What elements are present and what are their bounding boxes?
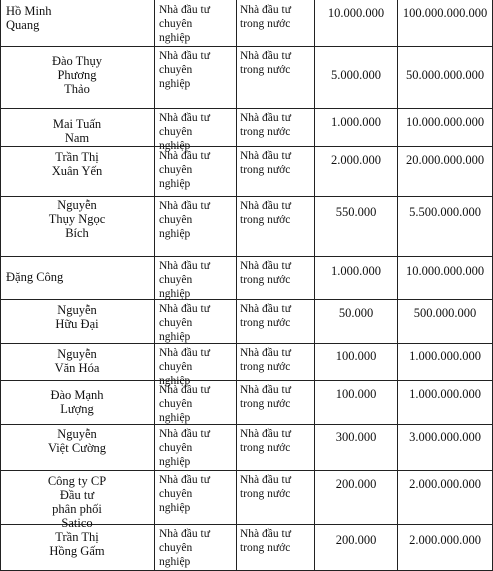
row-divider: [0, 343, 493, 344]
subscription-amount: 50.000.000.000: [405, 68, 485, 82]
share-count: 1.000.000: [331, 115, 381, 129]
investor-type: Nhà đầu tư chuyên nghiệp: [159, 303, 210, 343]
investor-type: Nhà đầu tư chuyên nghiệp: [159, 528, 210, 568]
share-count: 10.000.000: [327, 6, 385, 20]
row-divider: [0, 196, 493, 197]
investor-origin: Nhà đầu tư trong nước: [240, 384, 291, 410]
investor-type: Nhà đầu tư chuyên nghiệp: [159, 150, 210, 190]
subscription-amount: 5.500.000.000: [409, 205, 481, 219]
share-count: 200.000: [335, 477, 377, 491]
investor-name: Trần Thị Xuân Yến: [51, 150, 103, 178]
share-count: 1.000.000: [331, 264, 381, 278]
subscription-amount: 20.000.000.000: [405, 153, 485, 167]
subscription-amount: 10.000.000.000: [405, 115, 485, 129]
investor-type: Nhà đầu tư chuyên nghiệp: [159, 428, 210, 468]
subscription-amount: 3.000.000.000: [409, 430, 481, 444]
investor-origin: Nhà đầu tư trong nước: [240, 150, 291, 176]
investor-name: Nguyễn Việt Cường: [47, 427, 107, 455]
investor-name: Đào Thụy Phương Thảo: [51, 54, 103, 96]
column-divider: [0, 0, 1, 571]
investor-origin: Nhà đầu tư trong nước: [240, 4, 291, 30]
share-count: 300.000: [335, 430, 377, 444]
row-divider: [0, 108, 493, 109]
share-count: 100.000: [335, 349, 377, 363]
investor-name: Đặng Công: [6, 270, 64, 284]
subscription-amount: 10.000.000.000: [405, 264, 485, 278]
investor-type: Nhà đầu tư chuyên nghiệp: [159, 4, 210, 44]
row-divider: [0, 470, 493, 471]
investor-type: Nhà đầu tư chuyên nghiệp: [159, 50, 210, 90]
row-divider: [0, 380, 493, 381]
investor-origin: Nhà đầu tư trong nước: [240, 112, 291, 138]
investor-type: Nhà đầu tư chuyên nghiệp: [159, 384, 210, 424]
investor-name: Hồ Minh Quang: [6, 4, 52, 32]
subscription-amount: 1.000.000.000: [409, 349, 481, 363]
investor-name: Trần Thị Hồng Gấm: [49, 530, 105, 558]
subscription-amount: 500.000.000: [413, 306, 477, 320]
subscription-amount: 1.000.000.000: [409, 387, 481, 401]
share-count: 50.000: [338, 306, 374, 320]
investor-origin: Nhà đầu tư trong nước: [240, 528, 291, 554]
investor-type: Nhà đầu tư chuyên nghiệp: [159, 112, 210, 152]
investor-name: Đào Mạnh Lượng: [50, 388, 104, 416]
investor-type: Nhà đầu tư chuyên nghiệp: [159, 474, 210, 514]
investor-origin: Nhà đầu tư trong nước: [240, 303, 291, 329]
share-count: 550.000: [335, 205, 377, 219]
share-count: 200.000: [335, 533, 377, 547]
investor-type: Nhà đầu tư chuyên nghiệp: [159, 260, 210, 300]
investor-name: Nguyễn Hữu Đại: [55, 303, 99, 331]
share-count: 100.000: [335, 387, 377, 401]
investor-origin: Nhà đầu tư trong nước: [240, 200, 291, 226]
row-divider: [0, 424, 493, 425]
investor-name: Nguyễn Thụy Ngọc Bích: [48, 198, 106, 240]
row-divider: [0, 46, 493, 47]
column-divider: [314, 0, 315, 571]
row-divider: [0, 256, 493, 257]
subscription-amount: 2.000.000.000: [409, 477, 481, 491]
investor-type: Nhà đầu tư chuyên nghiệp: [159, 347, 210, 387]
share-count: 5.000.000: [331, 68, 381, 82]
subscription-amount: 2.000.000.000: [409, 533, 481, 547]
investor-name: Mai Tuấn Nam: [52, 117, 102, 145]
row-divider: [0, 299, 493, 300]
investor-name: Công ty CP Đầu tư phân phối Satico: [47, 474, 107, 530]
investor-name: Nguyễn Văn Hóa: [54, 347, 100, 375]
investor-origin: Nhà đầu tư trong nước: [240, 428, 291, 454]
investor-origin: Nhà đầu tư trong nước: [240, 474, 291, 500]
investor-origin: Nhà đầu tư trong nước: [240, 50, 291, 76]
row-divider: [0, 146, 493, 147]
column-divider: [154, 0, 155, 571]
investor-origin: Nhà đầu tư trong nước: [240, 347, 291, 373]
column-divider: [397, 0, 398, 571]
column-divider: [236, 0, 237, 571]
investor-type: Nhà đầu tư chuyên nghiệp: [159, 200, 210, 240]
investor-origin: Nhà đầu tư trong nước: [240, 260, 291, 286]
subscription-amount: 100.000.000.000: [402, 6, 488, 20]
share-count: 2.000.000: [331, 153, 381, 167]
